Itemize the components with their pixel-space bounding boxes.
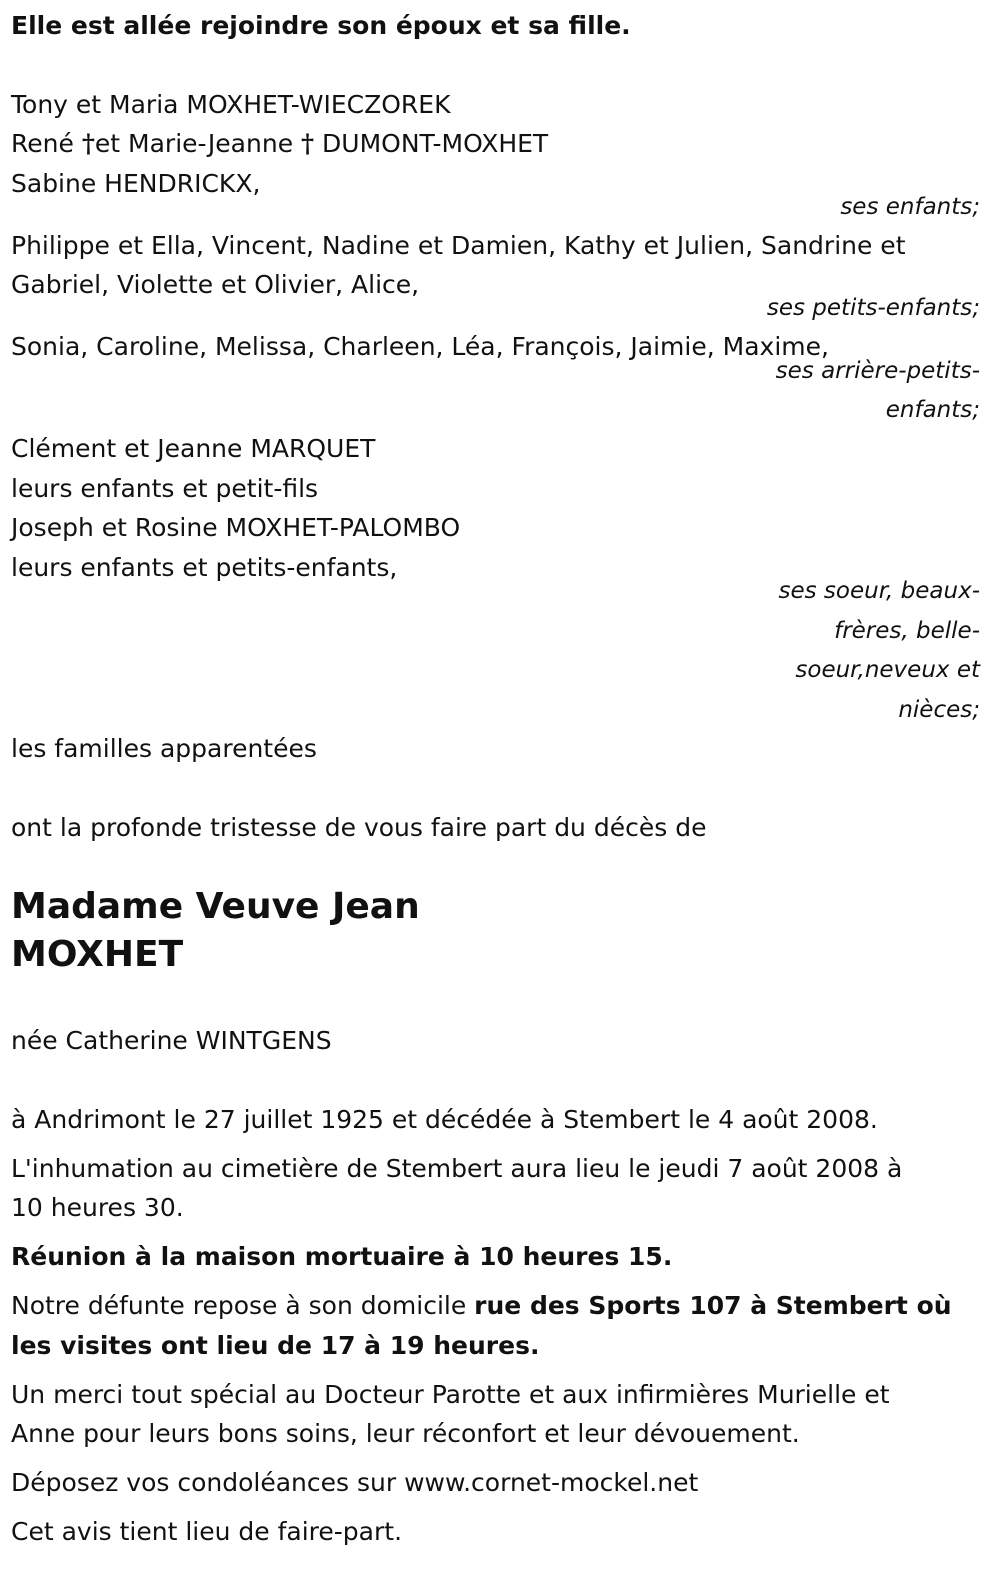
announcement: ont la profonde tristesse de vous faire part du décès de	[11, 813, 707, 842]
heading: Elle est allée rejoindre son époux et sa fille.	[11, 11, 631, 40]
siblings-role-4: nièces;	[898, 697, 980, 723]
children-line-1: Tony et Maria MOXHET-WIECZOREK	[11, 90, 451, 119]
repose-line-1: Notre défunte repose à son domicile rue des Sports 107 à Stembert où	[11, 1291, 952, 1320]
families: les familles apparentées	[11, 734, 317, 763]
siblings-line-1: Clément et Jeanne MARQUET	[11, 434, 376, 463]
grandchildren-role: ses petits-enfants;	[766, 295, 980, 321]
great-grandchildren-role-1: ses arrière-petits-	[775, 358, 980, 384]
condolences: Déposez vos condoléances sur www.cornet-mockel.net	[11, 1468, 699, 1497]
cross-icon: †	[81, 129, 95, 158]
burial-line-2: 10 heures 30.	[11, 1193, 184, 1222]
maiden-name: née Catherine WINTGENS	[11, 1026, 332, 1055]
children-line-2: René †et Marie-Jeanne † DUMONT-MOXHET	[11, 129, 549, 158]
children-role: ses enfants;	[840, 194, 980, 220]
siblings-line-2: leurs enfants et petit-fils	[11, 474, 319, 503]
siblings-line-3: Joseph et Rosine MOXHET-PALOMBO	[11, 513, 461, 542]
siblings-role-1: ses soeur, beaux-	[778, 578, 980, 604]
children-line-3: Sabine HENDRICKX,	[11, 169, 261, 198]
deceased-name-line-1: Madame Veuve Jean	[11, 886, 420, 927]
great-grandchildren-role-2: enfants;	[885, 397, 980, 423]
deceased-name-line-2: MOXHET	[11, 934, 184, 975]
siblings-line-4: leurs enfants et petits-enfants,	[11, 553, 398, 582]
siblings-role-3: soeur,neveux et	[795, 657, 980, 683]
burial-line-1: L'inhumation au cimetière de Stembert aura lieu le jeudi 7 août 2008 à	[11, 1154, 903, 1183]
siblings-role-2: frères, belle-	[834, 618, 980, 644]
notice: Cet avis tient lieu de faire-part.	[11, 1517, 403, 1546]
thanks-line-2: Anne pour leurs bons soins, leur réconfort et leur dévouement.	[11, 1419, 800, 1448]
meeting: Réunion à la maison mortuaire à 10 heures 15.	[11, 1242, 673, 1271]
repose-line-2: les visites ont lieu de 17 à 19 heures.	[11, 1331, 540, 1360]
birth-death: à Andrimont le 27 juillet 1925 et décédée à Stembert le 4 août 2008.	[11, 1105, 878, 1134]
grandchildren-line-1: Philippe et Ella, Vincent, Nadine et Damien, Kathy et Julien, Sandrine et	[11, 231, 906, 260]
great-grandchildren-line: Sonia, Caroline, Melissa, Charleen, Léa, François, Jaimie, Maxime,	[11, 332, 829, 361]
grandchildren-line-2: Gabriel, Violette et Olivier, Alice,	[11, 270, 420, 299]
thanks-line-1: Un merci tout spécial au Docteur Parotte et aux infirmières Murielle et	[11, 1380, 890, 1409]
cross-icon: †	[301, 129, 315, 158]
